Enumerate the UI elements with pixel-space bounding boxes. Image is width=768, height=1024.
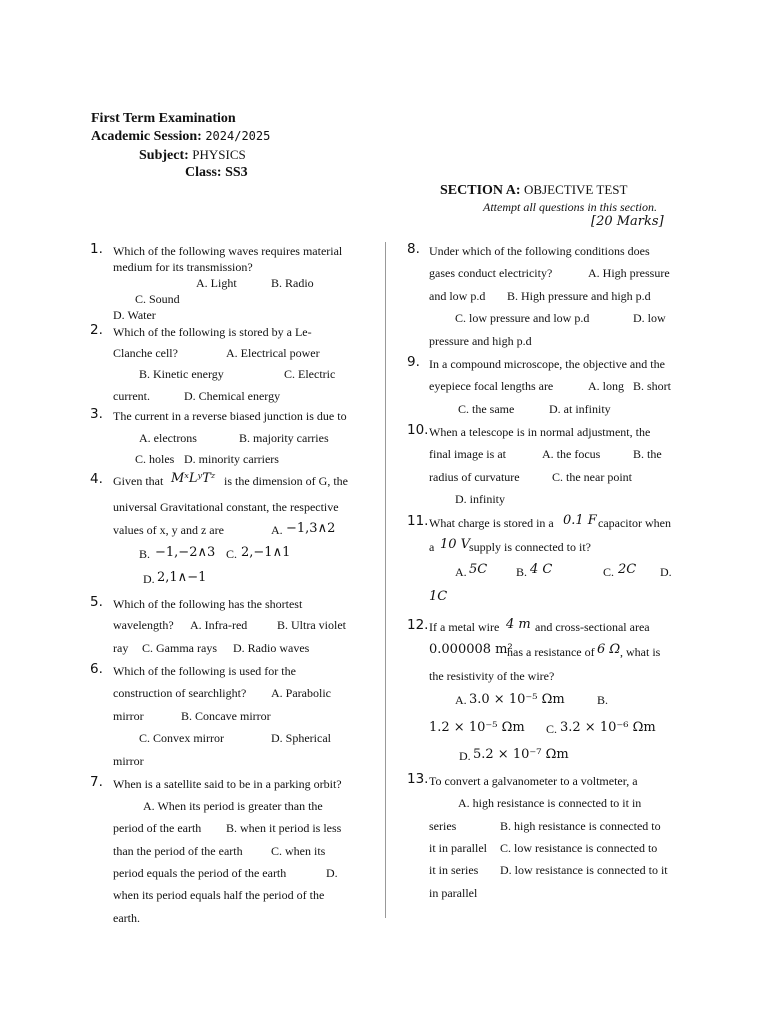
option-b-label: B. xyxy=(597,693,609,707)
option-c: C. Sound xyxy=(135,292,180,306)
option-c: C. Convex mirror xyxy=(139,731,224,745)
question-text: Clanche cell? xyxy=(113,346,178,360)
option-a: A. Parabolic xyxy=(271,686,331,700)
column-divider xyxy=(385,242,386,918)
option-d: D. low xyxy=(633,311,666,325)
option-d-cont: in parallel xyxy=(429,886,478,900)
question-text: In a compound microscope, the objective and the xyxy=(429,357,665,371)
option-a: A. electrons xyxy=(139,431,197,445)
option-b: B. Radio xyxy=(271,276,314,290)
option-b: B. High pressure and high p.d xyxy=(507,289,651,303)
option-d: D. xyxy=(326,866,338,880)
option-a: A. Electrical power xyxy=(226,346,320,360)
question-text: Which of the following is used for the xyxy=(113,664,296,678)
option-c-cont: current. xyxy=(113,389,150,403)
question-number: 4. xyxy=(90,471,103,487)
section-name: OBJECTIVE TEST xyxy=(524,182,628,197)
option-a-label: A. xyxy=(271,523,283,537)
option-d: 1C xyxy=(429,589,448,604)
subject-label: Subject: xyxy=(139,148,189,163)
question-text: If a metal wire xyxy=(429,620,500,634)
option-c-label: C. xyxy=(603,565,615,579)
question-number: 8. xyxy=(407,241,420,257)
question-number: 5. xyxy=(90,594,103,610)
question-number: 9. xyxy=(407,354,420,370)
option-b-cont: it in parallel xyxy=(429,841,487,855)
option-d-label: D. xyxy=(459,749,471,763)
question-text: has a resistance of xyxy=(507,645,595,659)
option-b: B. short xyxy=(633,379,672,393)
question-text: Given that xyxy=(113,474,164,488)
option-d: 5.2 × 10⁻⁷ Ωm xyxy=(473,747,569,762)
question-text: construction of searchlight? xyxy=(113,686,247,700)
question-number: 10. xyxy=(407,422,429,438)
exam-title: First Term Examination xyxy=(91,111,236,126)
option-a: A. When its period is greater than the xyxy=(143,799,323,813)
option-a: A. long xyxy=(588,379,624,393)
question-text: capacitor when xyxy=(598,516,671,530)
question-text: values of x, y and z are xyxy=(113,523,224,537)
option-b: B. Kinetic energy xyxy=(139,367,224,381)
option-d: 2,1∧−1 xyxy=(157,570,207,585)
option-d-cont: mirror xyxy=(113,754,144,768)
option-d: D. at infinity xyxy=(549,402,611,416)
option-d: D. Chemical energy xyxy=(184,389,281,403)
option-a-cont: period of the earth xyxy=(113,821,202,835)
option-a-cont: mirror xyxy=(113,709,144,723)
question-text: eyepiece focal lengths are xyxy=(429,379,554,393)
voltage-value: 10 V xyxy=(440,537,471,552)
question-text: and cross-sectional area xyxy=(535,620,650,634)
question-text: , what is xyxy=(620,645,661,659)
question-number: 11. xyxy=(407,513,429,529)
option-a: 5C xyxy=(469,562,488,577)
option-c: C. holes xyxy=(135,452,175,466)
option-a-label: A. xyxy=(455,565,467,579)
question-number: 3. xyxy=(90,406,103,422)
option-c: C. low resistance is connected to xyxy=(500,841,658,855)
option-c-cont: period equals the period of the earth xyxy=(113,866,287,880)
class-line xyxy=(185,165,248,181)
question-text: To convert a galvanometer to a voltmeter, a xyxy=(429,774,638,788)
question-text: universal Gravitational constant, the respective xyxy=(113,500,339,514)
section-marks: [20 Marks] xyxy=(591,214,664,229)
option-d: D. Spherical xyxy=(271,731,331,745)
option-b: B. high resistance is connected to xyxy=(500,819,661,833)
option-c: C. the near point xyxy=(552,470,632,484)
option-b-cont: ray xyxy=(113,641,129,655)
class-value: SS3 xyxy=(225,165,248,180)
option-b: −1,−2∧3 xyxy=(155,545,216,560)
section-heading xyxy=(440,182,627,199)
dimension-formula: MˣLʸTᶻ xyxy=(171,471,216,486)
option-d: D. Water xyxy=(113,308,156,322)
question-number: 2. xyxy=(90,322,103,338)
option-b: 1.2 × 10⁻⁵ Ωm xyxy=(429,720,525,735)
option-d: D. low resistance is connected to it xyxy=(500,863,668,877)
option-c: C. when its xyxy=(271,844,326,858)
option-c-label: C. xyxy=(226,547,238,561)
subject-value: PHYSICS xyxy=(192,147,246,162)
question-text: Which of the following waves requires material xyxy=(113,244,343,258)
question-text: is the dimension of G, the xyxy=(224,474,348,488)
session-label: Academic Session: xyxy=(91,129,202,144)
question-text: supply is connected to it? xyxy=(469,540,591,554)
question-number: 1. xyxy=(90,241,103,257)
option-a: −1,3∧2 xyxy=(286,521,336,536)
question-text: gases conduct electricity? xyxy=(429,266,553,280)
question-text: wavelength? xyxy=(113,618,174,632)
option-c-label: C. xyxy=(546,722,558,736)
option-c: C. the same xyxy=(458,402,515,416)
option-a: A. High pressure xyxy=(588,266,670,280)
question-text: Which of the following has the shortest xyxy=(113,597,303,611)
option-d-label: D. xyxy=(143,572,155,586)
class-label: Class: xyxy=(185,165,222,180)
option-c: 2,−1∧1 xyxy=(241,545,291,560)
question-text: Which of the following is stored by a Le- xyxy=(113,325,312,339)
option-a-label: A. xyxy=(455,693,467,707)
option-a: A. high resistance is connected to it in xyxy=(458,796,642,810)
question-number: 6. xyxy=(90,661,103,677)
area-value: 0.000008 m² xyxy=(429,642,513,657)
question-number: 7. xyxy=(90,774,103,790)
option-a-cont: series xyxy=(429,819,457,833)
question-text: the resistivity of the wire? xyxy=(429,669,555,683)
option-a: 3.0 × 10⁻⁵ Ωm xyxy=(469,692,565,707)
question-text: When a telescope is in normal adjustment, the xyxy=(429,425,651,439)
question-text: medium for its transmission? xyxy=(113,260,253,274)
subject-line xyxy=(139,147,246,164)
option-d-cont: earth. xyxy=(113,911,140,925)
option-b: B. the xyxy=(633,447,662,461)
option-b-label: B. xyxy=(139,547,151,561)
resistance-value: 6 Ω xyxy=(597,642,621,657)
option-a: A. Infra-red xyxy=(190,618,248,632)
option-b: B. when it period is less xyxy=(226,821,342,835)
option-d-cont: when its period equals half the period of the xyxy=(113,888,325,902)
option-b-cont: than the period of the earth xyxy=(113,844,243,858)
option-a: A. Light xyxy=(196,276,237,290)
section-instruction: Attempt all questions in this section. xyxy=(483,200,657,214)
option-d-cont: pressure and high p.d xyxy=(429,334,532,348)
option-b: B. majority carries xyxy=(239,431,329,445)
option-b-cont: radius of curvature xyxy=(429,470,520,484)
option-c: 3.2 × 10⁻⁶ Ωm xyxy=(560,720,656,735)
option-b: B. Concave mirror xyxy=(181,709,271,723)
option-c: 2C xyxy=(618,562,637,577)
option-b: 4 C xyxy=(530,562,553,577)
option-a: A. the focus xyxy=(542,447,601,461)
option-d-label: D. xyxy=(660,565,672,579)
question-number: 12. xyxy=(407,617,429,633)
question-text: a xyxy=(429,540,435,554)
session-value: 2024/2025 xyxy=(205,129,271,143)
option-b: B. Ultra violet xyxy=(277,618,346,632)
option-c: C. Electric xyxy=(284,367,336,381)
question-text: When is a satellite said to be in a parking orbit? xyxy=(113,777,342,791)
length-value: 4 m xyxy=(506,617,531,632)
question-text: The current in a reverse biased junction is due to xyxy=(113,409,347,423)
academic-session xyxy=(91,128,270,145)
option-c: C. Gamma rays xyxy=(142,641,217,655)
option-d: D. infinity xyxy=(455,492,505,506)
question-text: What charge is stored in a xyxy=(429,516,554,530)
option-b-label: B. xyxy=(516,565,528,579)
option-d: D. minority carriers xyxy=(184,452,279,466)
question-text: Under which of the following conditions does xyxy=(429,244,650,258)
section-label: SECTION A: xyxy=(440,183,521,198)
capacitance-value: 0.1 F xyxy=(563,513,597,528)
question-text: final image is at xyxy=(429,447,506,461)
question-number: 13. xyxy=(407,771,429,787)
option-c-cont: it in series xyxy=(429,863,479,877)
option-a-cont: and low p.d xyxy=(429,289,486,303)
option-d: D. Radio waves xyxy=(233,641,310,655)
option-c: C. low pressure and low p.d xyxy=(455,311,590,325)
